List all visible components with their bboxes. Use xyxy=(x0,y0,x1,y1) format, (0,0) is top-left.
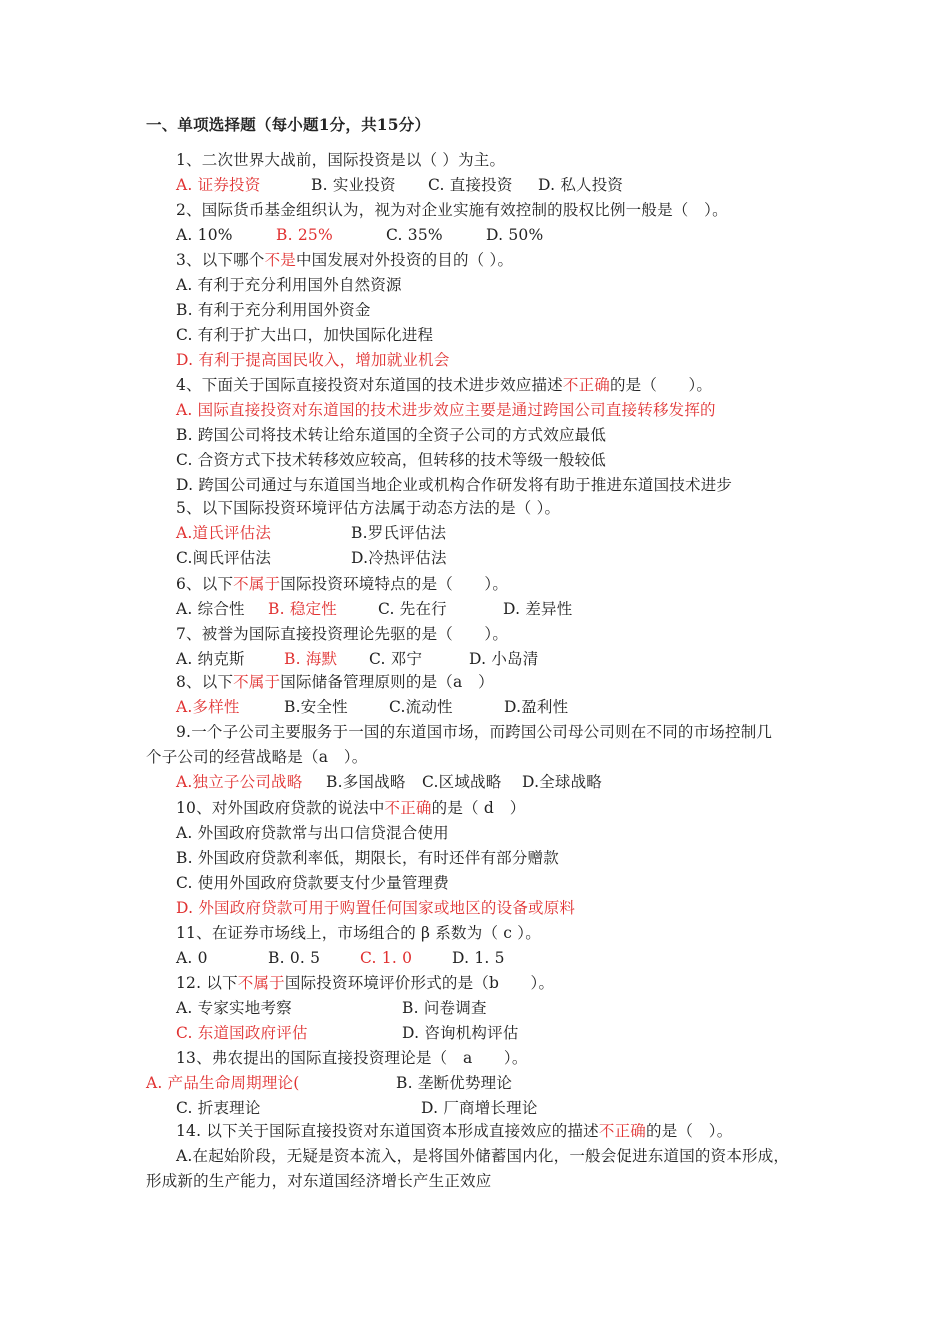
question-line xyxy=(176,375,712,395)
option-row xyxy=(176,998,816,1018)
option-row xyxy=(176,1098,816,1118)
question-line xyxy=(176,574,508,594)
option-row xyxy=(176,649,816,669)
question-line xyxy=(176,873,449,893)
option-choice: A.道氏评估法 xyxy=(176,524,272,542)
text-segment: B. 外国政府贷款利率低，期限长，有时还伴有部分赠款 xyxy=(176,849,559,867)
option-choice: B.安全性 xyxy=(284,698,348,716)
question-line xyxy=(176,325,433,345)
highlighted-text: 不是 xyxy=(264,251,296,269)
option-choice: D. 差异性 xyxy=(503,600,573,618)
option-choice: A. 0 xyxy=(176,949,208,967)
text-segment: B. 跨国公司将技术转让给东道国的全资子公司的方式效应最低 xyxy=(176,426,607,444)
question-line xyxy=(176,150,505,170)
option-choice: D.全球战略 xyxy=(522,773,603,791)
option-choice: A. 纳克斯 xyxy=(176,650,245,668)
highlighted-text: D. 有利于提高国民收入，增加就业机会 xyxy=(176,351,450,369)
text-segment: A. 有利于充分利用国外自然资源 xyxy=(176,276,402,294)
text-segment: C. 有利于扩大出口，加快国际化进程 xyxy=(176,326,434,344)
option-choice: A. 10% xyxy=(176,226,233,244)
option-choice: C. 35% xyxy=(386,226,443,244)
option-choice: B. 问卷调查 xyxy=(402,999,487,1017)
question-line xyxy=(176,450,606,470)
option-choice: A.独立子公司战略 xyxy=(176,773,303,791)
option-choice: B. 海默 xyxy=(284,650,338,668)
text-segment: D. 跨国公司通过与东道国当地企业或机构合作研发将有助于推进东道国技术进步 xyxy=(176,476,733,494)
text-segment: 的是（ ）。 xyxy=(609,376,713,394)
option-row xyxy=(176,772,816,792)
text-segment: 个子公司的经营战略是（a ）。 xyxy=(146,748,368,766)
option-choice: C. 1. 0 xyxy=(360,949,413,967)
option-row xyxy=(176,523,816,543)
highlighted-text: 不正确 xyxy=(562,376,610,394)
option-choice: B.多国战略 xyxy=(326,773,406,791)
text-segment: 3、以下哪个 xyxy=(176,251,265,269)
question-line xyxy=(176,200,728,220)
option-choice: C.区域战略 xyxy=(422,773,502,791)
option-row xyxy=(176,1023,816,1043)
highlighted-text: 不属于 xyxy=(233,673,281,691)
option-choice: C. 先在行 xyxy=(378,600,447,618)
option-choice: C.闽氏评估法 xyxy=(176,549,272,567)
question-line xyxy=(146,1171,491,1191)
option-row xyxy=(176,697,816,717)
question-line xyxy=(176,898,575,918)
question-line xyxy=(176,1048,528,1068)
question-line xyxy=(176,798,525,818)
highlighted-text: D. 外国政府贷款可用于购置任何国家或地区的设备或原料 xyxy=(176,899,576,917)
option-choice: D. 50% xyxy=(486,226,544,244)
option-choice: A.多样性 xyxy=(176,698,240,716)
option-choice: B. 25% xyxy=(276,226,333,244)
question-line xyxy=(176,1121,732,1141)
text-segment: 国际投资环境特点的是（ ）。 xyxy=(280,575,509,593)
text-segment: 10、对外国政府贷款的说法中 xyxy=(176,799,385,817)
question-line xyxy=(176,275,402,295)
question-line xyxy=(176,848,559,868)
question-line xyxy=(176,475,732,495)
text-segment: 8、以下 xyxy=(176,673,234,691)
option-choice: C. 东道国政府评估 xyxy=(176,1024,308,1042)
text-segment: A.在起始阶段，无疑是资本流入，是将国外储蓄国内化，一般会促进东道国的资本形成， xyxy=(176,1147,790,1165)
text-segment: 国际投资环境评价形式的是（b ）。 xyxy=(284,974,555,992)
option-choice: D.盈利性 xyxy=(504,698,569,716)
option-choice: B. 稳定性 xyxy=(268,600,337,618)
option-choice: C. 直接投资 xyxy=(428,176,513,194)
option-row xyxy=(176,175,816,195)
option-choice: A. 产品生命周期理论( xyxy=(146,1074,300,1092)
text-segment: 形成新的生产能力，对东道国经济增长产生正效应 xyxy=(146,1172,492,1190)
question-line xyxy=(176,250,513,270)
option-row xyxy=(176,599,816,619)
text-segment: 5、以下国际投资环境评估方法属于动态方法的是（ ）。 xyxy=(176,499,561,517)
question-line xyxy=(176,300,371,320)
option-choice: B. 实业投资 xyxy=(311,176,396,194)
text-segment: 11、在证券市场线上，市场组合的 β 系数为（ c ）。 xyxy=(176,924,541,942)
highlighted-text: 不属于 xyxy=(237,974,285,992)
text-segment: 13、弗农提出的国际直接投资理论是（ a ）。 xyxy=(176,1049,528,1067)
text-segment: 9.一个子公司主要服务于一国的东道国市场，而跨国公司母公司则在不同的市场控制几 xyxy=(176,723,773,741)
text-segment: 1、二次世界大战前，国际投资是以（ ）为主。 xyxy=(176,151,506,169)
question-line xyxy=(176,672,494,692)
text-segment: 的是（ d ） xyxy=(431,799,526,817)
option-choice: D. 咨询机构评估 xyxy=(402,1024,519,1042)
text-segment: 的是（ ）。 xyxy=(646,1122,733,1140)
text-segment: 中国发展对外投资的目的（ ）。 xyxy=(295,251,514,269)
text-segment: 2、国际货币基金组织认为，视为对企业实施有效控制的股权比例一般是（ ）。 xyxy=(176,201,728,219)
text-segment: 国际储备管理原则的是（a ） xyxy=(280,673,494,691)
option-row xyxy=(146,1073,786,1093)
option-choice: A. 综合性 xyxy=(176,600,245,618)
question-line xyxy=(176,823,449,843)
text-segment: 7、被誉为国际直接投资理论先驱的是（ ）。 xyxy=(176,625,509,643)
highlighted-text: 不正确 xyxy=(384,799,432,817)
option-choice: D.冷热评估法 xyxy=(351,549,447,567)
option-row xyxy=(176,948,816,968)
option-choice: C. 折衷理论 xyxy=(176,1099,261,1117)
question-line xyxy=(176,923,541,943)
text-segment: 4、下面关于国际直接投资对东道国的技术进步效应描述 xyxy=(176,376,563,394)
question-line xyxy=(176,350,450,370)
text-segment: A. 外国政府贷款常与出口信贷混合使用 xyxy=(176,824,449,842)
option-choice: D. 小岛清 xyxy=(469,650,539,668)
option-choice: C. 邓宁 xyxy=(369,650,423,668)
option-choice: B. 0. 5 xyxy=(268,949,321,967)
highlighted-text: 不正确 xyxy=(598,1122,646,1140)
text-segment: 14. 以下关于国际直接投资对东道国资本形成直接效应的描述 xyxy=(176,1122,599,1140)
option-choice: B. 垄断优势理论 xyxy=(396,1074,513,1092)
option-choice: B.罗氏评估法 xyxy=(351,524,447,542)
question-line xyxy=(176,498,560,518)
text-segment: B. 有利于充分利用国外资金 xyxy=(176,301,371,319)
text-segment: C. 使用外国政府贷款要支付少量管理费 xyxy=(176,874,449,892)
question-line xyxy=(176,1146,789,1166)
option-choice: D. 厂商增长理论 xyxy=(421,1099,538,1117)
question-line xyxy=(176,624,508,644)
option-choice: A. 证券投资 xyxy=(176,176,261,194)
question-line xyxy=(146,747,368,767)
text-segment: 6、以下 xyxy=(176,575,234,593)
highlighted-text: 不属于 xyxy=(233,575,281,593)
highlighted-text: A. 国际直接投资对东道国的技术进步效应主要是通过跨国公司直接转移发挥的 xyxy=(176,401,716,419)
option-row xyxy=(176,548,816,568)
option-choice: A. 专家实地考察 xyxy=(176,999,292,1017)
text-segment: C. 合资方式下技术转移效应较高，但转移的技术等级一般较低 xyxy=(176,451,606,469)
option-choice: C.流动性 xyxy=(389,698,453,716)
question-line xyxy=(176,973,554,993)
question-line xyxy=(176,425,606,445)
option-choice: D. 私人投资 xyxy=(538,176,624,194)
option-row xyxy=(176,225,816,245)
section-title: 一、单项选择题（每小题1分，共15分） xyxy=(146,115,431,134)
option-choice: D. 1. 5 xyxy=(452,949,505,967)
question-line xyxy=(176,722,772,742)
question-line xyxy=(176,400,716,420)
text-segment: 12. 以下 xyxy=(176,974,238,992)
